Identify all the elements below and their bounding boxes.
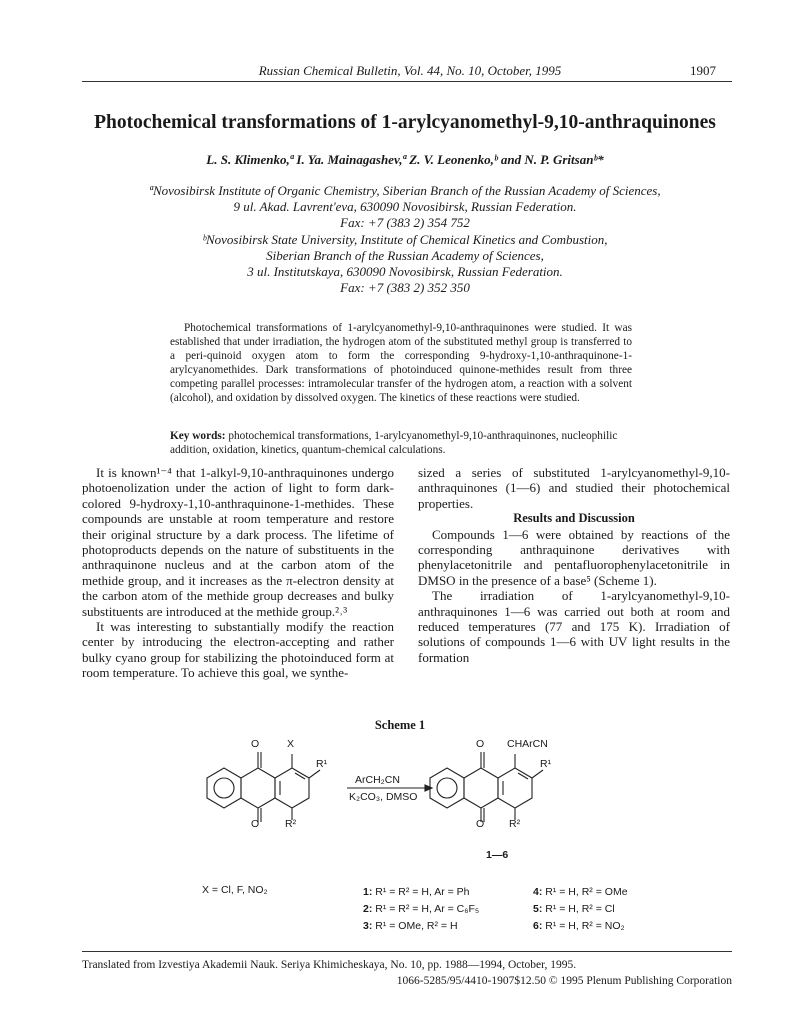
article-title: Photochemical transformations of 1-arylcyanomethyl-9,10-anthraquinones	[94, 112, 716, 133]
page-number: 1907	[690, 63, 716, 78]
reagent-bottom: K₂CO₃, DMSO	[349, 791, 418, 803]
right-r1-label: R¹	[540, 758, 552, 770]
author-list: L. S. Klimenko,ª I. Ya. Mainagashev,ª Z. V. Leonenko,ᵇ and N. P. Gritsanᵇ*	[206, 152, 604, 167]
compound-entry: 5: R¹ = H, R² = Cl	[533, 903, 615, 915]
ring-left-c	[275, 768, 309, 808]
keywords-label: Key words:	[170, 430, 226, 442]
right-o-bottom: O	[476, 818, 485, 830]
left-o-top: O	[251, 738, 260, 750]
x-definition: X = Cl, F, NO₂	[202, 884, 268, 896]
affiliation-b	[110, 232, 700, 296]
compound-list-right	[533, 884, 628, 935]
left-x-label: X	[287, 738, 295, 750]
affiliation-b-line: ᵇNovosibirsk State University, Institute of Chemical Kinetics and Combustion,	[202, 232, 608, 247]
copyright-line: 1066-5285/95/4410-1907$12.50 © 1995 Plenum Publishing Corporation	[396, 975, 732, 987]
ring-left-b	[241, 768, 275, 808]
left-o-bottom: O	[251, 818, 260, 830]
compound-entry: 2: R¹ = R² = H, Ar = C₆F₅	[363, 903, 480, 915]
paragraph: sized a series of substituted 1-arylcyanomethyl-9,10-anthraquinones (1—6) and studied their photochemical properties.	[418, 465, 730, 511]
aromatic-circle	[437, 778, 457, 798]
ring-right-a	[430, 768, 464, 808]
product-structure	[430, 752, 543, 822]
aromatic-circle	[214, 778, 234, 798]
reagent-top: ArCH₂CN	[355, 774, 400, 786]
journal-header: Russian Chemical Bulletin, Vol. 44, No. 10, October, 1995	[258, 63, 562, 78]
keywords-text: photochemical transformations, 1-arylcyanomethyl-9,10-anthraquinones, nucleophilic addition, oxidation, kinetics, quantum-chemical calculations.	[170, 430, 618, 456]
affiliation-a-line: ªNovosibirsk Institute of Organic Chemistry, Siberian Branch of the Russian Academy of Sciences,	[149, 183, 661, 198]
affiliation-a-line: 9 ul. Akad. Lavrent'eva, 630090 Novosibirsk, Russian Federation.	[233, 199, 577, 214]
ring-right-b	[464, 768, 498, 808]
reactant-structure	[207, 752, 320, 822]
paragraph: The irradiation of 1-arylcyanomethyl-9,10-anthraquinones 1—6 was carried out both at room and reduced temperatures (77 and 175 K). Irradiation of solutions of compounds 1—6 with UV light results in the formation	[418, 588, 730, 665]
right-r2-label: R²	[509, 818, 521, 830]
left-r1-label: R¹	[316, 758, 328, 770]
abstract-text: Photochemical transformations of 1-arylcyanomethyl-9,10-anthraquinones were studied. It was established that under irradiation, the hydrogen atom of the substituted methyl group is transferred to a peri-quinoid oxygen atom to form the corresponding 9-hydroxy-1,10-anthraquinone-1-arylcyanomethides. Dark transformations of photoinduced quinone-methides result from three competing parallel processes: intramolecular transfer of the hydrogen atom, a reaction with a solvent (alcohol), and oxidation by dissolved oxygen. The kinetics of these reactions were studied.	[170, 322, 632, 404]
affiliation-a	[110, 183, 700, 231]
product-label: 1—6	[486, 849, 509, 861]
affiliation-b-line: 3 ul. Institutskaya, 630090 Novosibirsk, Russian Federation.	[247, 264, 563, 279]
compound-entry: 4: R¹ = H, R² = OMe	[533, 886, 628, 898]
ring-right-c	[498, 768, 532, 808]
footer	[82, 957, 732, 989]
body-column-left	[82, 465, 394, 681]
compound-entry: 3: R¹ = OMe, R² = H	[363, 920, 458, 932]
affiliation-b-line: Siberian Branch of the Russian Academy of Sciences,	[266, 248, 544, 263]
paragraph: Compounds 1—6 were obtained by reactions of the corresponding anthraquinone derivatives with phenylacetonitrile and pentafluorophenylacetonitrile in DMSO in the presence of a base⁵ (Scheme 1).	[418, 526, 730, 588]
footer-rule	[82, 951, 732, 952]
translation-note: Translated from Izvestiya Akademii Nauk. Seriya Khimicheskaya, No. 10, pp. 1988—1994, October, 1995.	[82, 959, 577, 971]
compound-entry: 1: R¹ = R² = H, Ar = Ph	[363, 886, 470, 898]
right-o-top: O	[476, 738, 485, 750]
abstract	[170, 322, 632, 405]
scheme-title: Scheme 1	[374, 718, 426, 732]
header-rule	[82, 81, 732, 82]
right-substituent-label: CHArCN	[507, 738, 548, 750]
paragraph: It is known¹⁻⁴ that 1-alkyl-9,10-anthraquinones undergo photoenolization under the action of light to form dark-colored 9-hydroxy-1,10-anthraquinone-1-methides. These compounds are unstable at room temperature and restore their original structure by a dark process. The lifetime of photoproducts depends on the nature of substituents in the anthraquinone nucleus and at the carbon atom of the methide group, and it increases as the π-electron density at the carbon atom of the methide group decreases and bulky substituents are introduced at the methide group.²˒³	[82, 465, 394, 619]
body-column-right	[418, 465, 730, 665]
keywords	[170, 430, 632, 458]
compound-list-left	[363, 884, 479, 935]
r1-bond	[309, 770, 320, 778]
compound-entry: 6: R¹ = H, R² = NO₂	[533, 920, 625, 932]
affiliation-b-line: Fax: +7 (383 2) 352 350	[340, 280, 470, 295]
section-heading: Results and Discussion	[513, 511, 635, 526]
ring-left-a	[207, 768, 241, 808]
paragraph: It was interesting to substantially modify the reaction center by introducing the electron-accepting and rather bulky cyano group for stabilizing the photoinduced form at room temperature. To achieve this goal, we synthe-	[82, 619, 394, 681]
left-r2-label: R²	[285, 818, 297, 830]
affiliation-a-line: Fax: +7 (383 2) 354 752	[340, 215, 470, 230]
